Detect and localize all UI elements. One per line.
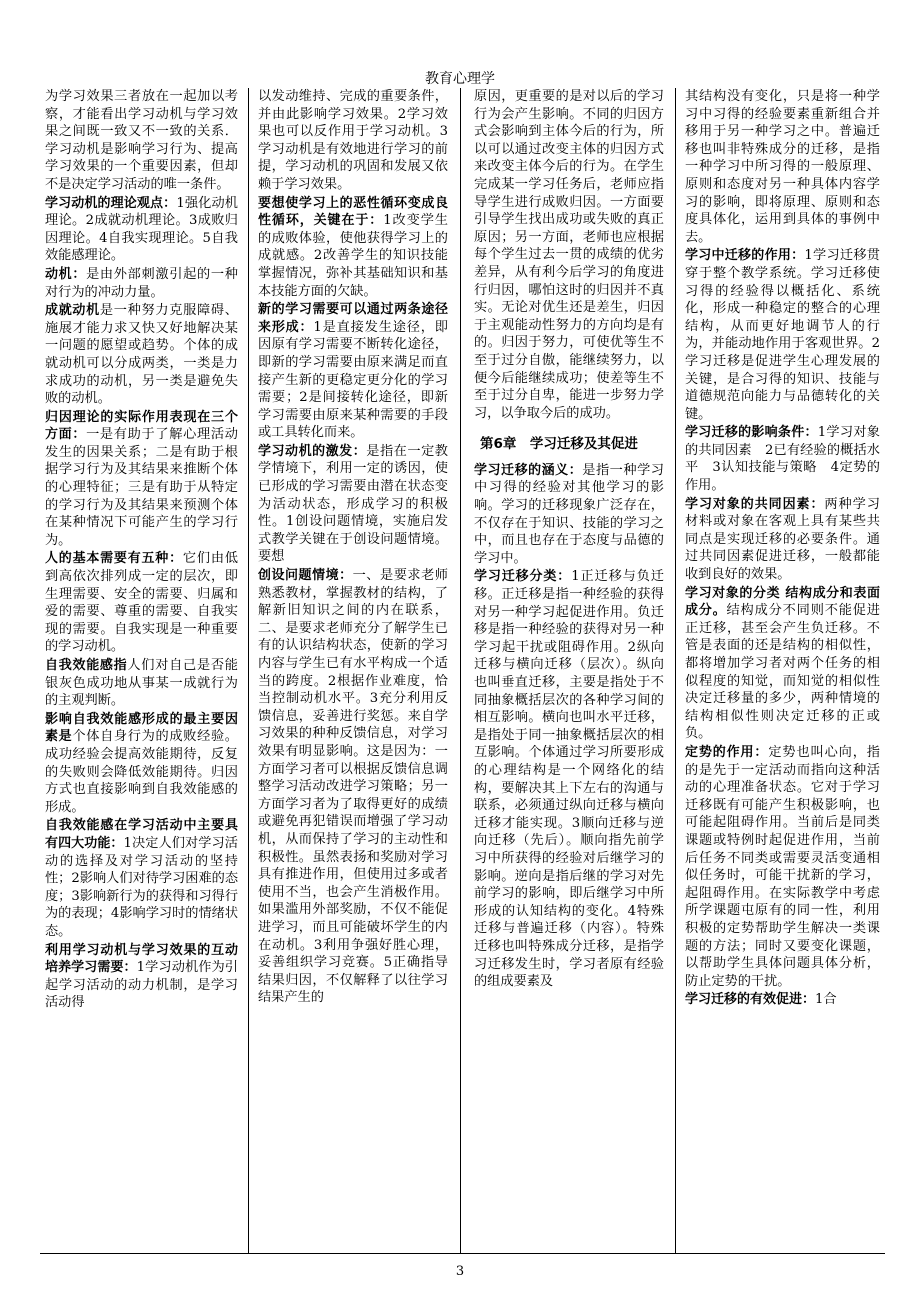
column-1	[45, 88, 238, 1283]
paragraph-text: 1学习迁移贯穿于整个教学系统。学习迁移使习得的经验得以概括化、系统化，形成一种稳定的整合的心理结构，从而更好地调节人的行为，并能动地作用于客观世界。2学习迁移是促进学生心理发展的关键，是合习得的知识、技能与道德规范向能力与品德转化的关键。	[685, 248, 880, 422]
paragraph-term: 定势的作用：	[685, 744, 769, 760]
paragraph-text: 是由外部刺激引起的一种对行为的冲动力量。	[45, 266, 238, 300]
paragraph-text: 1决定人们对学习活动的选择及对学习活动的坚持性；2影响人们对待学习困难的态度；3影响新行为的获得和习得行为的表现；4影响学习时的情绪状态。	[45, 835, 238, 939]
paragraph-text: 两种学习材料或对象在客观上具有某些共同点是实现迁移的必要条件。通过共同因素促进迁移，一般都能收到良好的效果。	[685, 496, 880, 583]
paragraph	[474, 568, 664, 990]
paragraph-text: 1学习动机作为引起学习活动的动力机制，是学习活动得	[45, 960, 238, 1011]
paragraph	[258, 301, 448, 442]
paragraph	[45, 817, 238, 940]
chapter-heading: 第6章 学习迁移及其促进	[480, 436, 638, 453]
column-3	[474, 88, 664, 1283]
paragraph-text: 个体自身行为的成败经验。成功经验会提高效能期待，反复的失败则会降低效能期待。归因方式也直接影响到自我效能感的形成。	[45, 729, 238, 815]
paragraph	[45, 88, 238, 194]
paragraph-term: 人的基本需要有五种：	[45, 551, 183, 567]
paragraph-text: 1正迁移与负迁移。正迁移是指一种经验的获得对另一种学习起促进作用。负迁移是指一种经验的获得对另一种学习起干扰或阻碍作用。2纵向迁移与横向迁移（层次）。纵向也叫垂直迁移，主要是指处于不同抽象概括层次的各种学习间的相互影响。横向也叫水平迁移，是指处于同一抽象概括层次的相互影响。个体通过学习所要形成的心理结构是一个网络化的结构，要解决其上下左右的沟通与联系，必须通过纵向迁移与横向迁移才能实现。3顺向迁移与逆向迁移（先后）。顺向指先前学习中所获得的经验对后继学习的影响。逆向是指后继的学习对先前学习的影响，即后继学习中所形成的认知结构的变化。4特殊迁移与普遍迁移（内容）。特殊迁移也叫特殊成分迁移，是指学习迁移发生时，学习者原有经验的组成要素及	[474, 569, 664, 990]
paragraph-text: 是指一种学习中习得的经验对其他学习的影响。学习的迁移现象广泛存在，不仅存在于知识、技能的学习之中，而且也存在于态度与品德的学习中。	[474, 462, 664, 566]
paragraph	[45, 195, 238, 265]
paragraph-term: 影响自我效能感形成的最主要因素是	[45, 711, 238, 745]
paragraph-text: 1是直接发生途径，即因原有学习需要不断转化途径，即新的学习需要由原来满足而直接产生新的更稳定更分化的学习需要；2是间接转化途径，即新学习需要由原来某种需要的手段或工具转化而来。	[258, 319, 448, 441]
paragraph-text: 1强化动机理论。2成就动机理论。3成败归因理论。4自我实现理论。5自我效能感理论。	[45, 195, 238, 264]
paragraph-term: 成就动机	[45, 303, 100, 319]
paragraph-text: 1合	[815, 992, 837, 1008]
page-number: 3	[455, 1264, 465, 1279]
paragraph-term: 学习迁移的有效促进：	[685, 992, 816, 1008]
paragraph-term: 要想使学习上的恶性循环变成良性循环，关键在于：	[258, 195, 448, 229]
paragraph-text: 原因，更重要的是对以后的学习行为会产生影响。不同的归因方式会影响到主体今后的行为，所以可以通过改变主体的归因方式来改变主体今后的行为。在学生完成某一学习任务后，老师应指导学生进行成败归因。一方面要引导学生找出成功或失败的真正原因；另一方面，老师也应根据每个学生过去一贯的成绩的优劣差异，从有利今后学习的角度进行归因，哪怕这时的归因并不真实。无论对优生还是差生，归因于主观能动性努力的方向均是有的。归因于努力，可使优等生不至于过分自傲，能继续努力，以便今后能继续成功；使差等生不至于过分自卑，能进一步努力学习，以争取今后的成功。	[474, 89, 664, 421]
paragraph-term: 学习动机的激发：	[258, 443, 367, 459]
paragraph-text: 1改变学生的成败体验，使他获得学习上的成就感。2改善学生的知识技能掌握情况，弥补其基础知识和基本技能方面的欠缺。	[258, 213, 448, 299]
paragraph	[45, 942, 238, 1012]
paragraph	[685, 744, 880, 990]
paragraph	[258, 88, 448, 194]
paragraph-text: 它们由低到高依次排列成一定的层次，即生理需要、安全的需要、归属和爱的需要、尊重的需要、自我实现的需要。自我实现是一种重要的学习动机。	[45, 551, 238, 655]
paragraph-text: 以发动维持、完成的重要条件，并由此影响学习效果。2学习效果也可以反作用于学习动机。3学习动机是有效地进行学习的前提，学习动机的巩固和发展又依赖于学习效果。	[258, 89, 448, 192]
paragraph-term: 学习中迁移的作用：	[685, 248, 805, 264]
paragraph	[45, 302, 238, 408]
paragraph-term: 学习动机的理论观点：	[45, 195, 177, 211]
paragraph	[45, 550, 238, 656]
paragraph-term: 归因理论的实际作用表现在三个方面：	[45, 409, 238, 443]
column-4	[685, 88, 880, 1283]
paragraph	[474, 462, 664, 568]
paragraph-text: 其结构没有变化，只是将一种学习中习得的经验要素重新组合并移用于另一种学习之中。普遍迁移也叫非特殊成分的迁移，是指一种学习中所习得的一般原理、原则和态度对另一种具体内容学习的影响，即将原理、原则和态度具体化，运用到具体的事例中去。	[685, 89, 880, 245]
paragraph	[685, 247, 880, 423]
paragraph	[258, 195, 448, 301]
column-divider	[460, 88, 461, 1253]
paragraph-text: 定势也叫心向，指的是先于一定活动而指向这种活动的心理准备状态。它对于学习迁移既有可能产生积极影响，也可能起阻碍作用。当前后是同类课题或特例时起促进作用，当前后任务不同类或需要灵活变通相似任务时，可能干扰新的学习，起阻碍作用。在实际教学中考虑所学课题屯原有的同一性，利用积极的定势帮助学生解决一类课题的方法；同时又要变化课题，以帮助学生具体问题具体分析，防止定势的干扰。	[685, 744, 880, 989]
paragraph	[685, 585, 880, 743]
paragraph-term: 自我效能感在学习活动中主要具有四大功能：	[45, 818, 238, 851]
column-divider	[675, 88, 676, 1253]
paragraph-text: 1学习对象的共同因素 2已有经验的概括水平 3认知技能与策略 4定势的作用。	[685, 425, 880, 494]
column-divider	[248, 88, 249, 1253]
paragraph	[685, 88, 880, 246]
column-2	[258, 88, 448, 1283]
paragraph-term: 学习迁移的影响条件：	[685, 425, 818, 441]
paragraph-text: 为学习效果三者放在一起加以考察，才能看出学习动机与学习效果之间既一致又不一致的关系．学习动机是影响学习行为、提高学习效果的一个重要因素，但却不是决定学习活动的唯一条件。	[45, 89, 238, 192]
paragraph	[474, 88, 664, 422]
paragraph	[685, 991, 880, 1009]
paragraph-term: 学习对象的共同因素：	[685, 496, 825, 512]
paragraph	[45, 266, 238, 301]
paragraph-text: 结构成分不同则不能促进正迁移，甚至会产生负迁移。不管是表面的还是结构的相似性，都将增加学习者对两个任务的相似程度的知觉，而知觉的相似性决定迁移量的多少，两种情境的结构相似性则决定迁移的正或负。	[685, 603, 880, 742]
page-header: 教育心理学	[425, 71, 495, 87]
paragraph	[45, 409, 238, 550]
paragraph	[258, 567, 448, 1007]
paragraph-text: 是一种努力克服障碍、施展才能力求又快又好地解决某一问题的愿望或趋势。个体的成就动机可以分成两类，一类是力求成功的动机，另一类是避免失败的动机。	[45, 303, 238, 407]
paragraph-term: 学习迁移分类：	[474, 569, 572, 585]
paragraph	[45, 657, 238, 710]
paragraph-term: 利用学习动机与学习效果的互动培养学习需要：	[45, 942, 238, 976]
paragraph-term: 创设问题情境：	[258, 568, 353, 584]
paragraph-term: 自我效能感指	[45, 658, 128, 673]
paragraph-term: 学习迁移的涵义：	[474, 462, 583, 478]
paragraph	[685, 496, 880, 584]
paragraph-term: 学习对象的分类 结构成分和表面成分。	[685, 585, 880, 619]
footer-rule	[40, 1253, 885, 1254]
paragraph	[258, 443, 448, 566]
paragraph	[685, 424, 880, 494]
paragraph-text: 人们对自己是否能银灰色成功地从事某一成就行为的主观判断。	[45, 658, 238, 709]
paragraph-term: 动机：	[45, 266, 87, 282]
paragraph	[45, 711, 238, 817]
paragraph-text: 一是有助于了解心理活动发生的因果关系；二是有助于根据学习行为及其结果来推断个体的心理特征；三是有助于从特定的学习行为及其结果来预测个体在某种情况下可能产生的学习行为。	[45, 427, 238, 548]
paragraph-term: 新的学习需要可以通过两条途径来形成：	[258, 302, 448, 335]
paragraph-text: 是指在一定教学情境下，利用一定的诱因，使已形成的学习需要由潜在状态变为活动状态，形成学习的积极性。1创设问题情境，实施启发式教学关键在于创设问题情境。要想	[258, 443, 448, 565]
paragraph-text: 一、是要求老师熟悉教材，掌握教材的结构，了解新旧知识之间的内在联系，二、是要求老师充分了解学生已有的认识结构状态，使新的学习内容与学生已有水平构成一个适当的跨度。2根据作业难度，恰当控制动机水平。3充分利用反馈信息，妥善进行奖惩。来自学习效果的种种反馈信息，对学习效果有明显影响。这是因为：一方面学习者可以根据反馈信息调整学习活动改进学习策略；另一方面学习者为了取得更好的成绩或避免再犯错误而增强了学习动机，从而保持了学习的主动性和积极性。虽然表扬和奖励对学习具有推进作用，但使用过多或者使用不当，也会产生消极作用。如果滥用外部奖励，不仅不能促进学习，而且可能破坏学生的内在动机。3利用争强好胜心理，妥善组织学习竞赛。5正确指导结果归因，不仅解释了以往学习结果产生的	[258, 568, 448, 1006]
